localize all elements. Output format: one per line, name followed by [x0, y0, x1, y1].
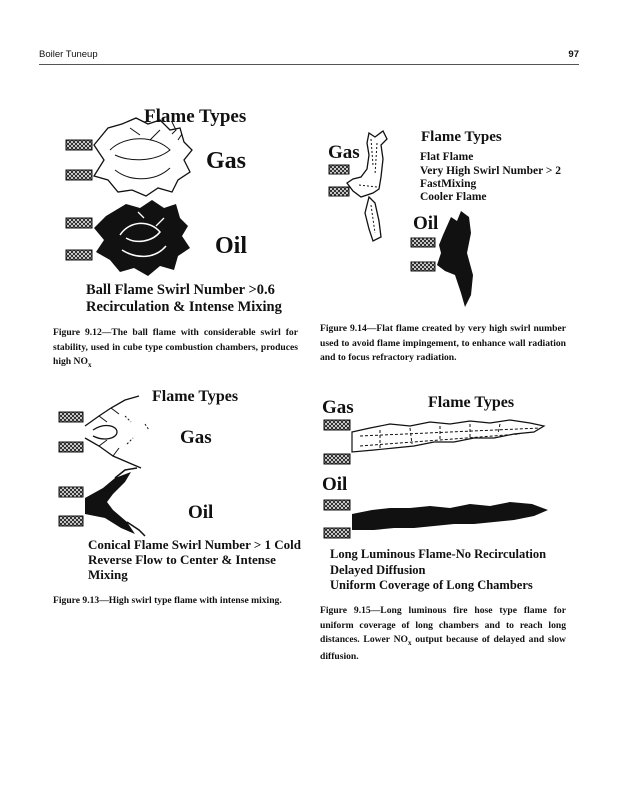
fig14-gas-label: Gas: [328, 142, 360, 163]
fig13-line1: Conical Flame Swirl Number > 1 Cold: [88, 537, 301, 552]
oil-burner-top: [66, 218, 92, 228]
fig15-caption-text-a: Long luminous fire hose type flame for uniform coverage of long chambers and to reach long distances. Lower NO: [320, 605, 566, 645]
figure-9-14: [325, 125, 575, 315]
oil-long-flame: [352, 502, 548, 530]
fig13-oil-label: Oil: [188, 502, 214, 523]
fig15-caption-text-b: output because of delayed and slow diffusion.: [320, 634, 566, 663]
fig15-caption-label: Figure 9.15—: [320, 605, 381, 616]
fig13-gas-label: Gas: [180, 427, 212, 448]
oil-conical-flame: [85, 472, 135, 534]
figure-9-12: [60, 100, 310, 315]
fig12-title: Flame Types: [144, 106, 247, 127]
page-number: 97: [568, 49, 579, 60]
fig12-caption-text: The ball flame with considerable swirl for stability, used in cube type combustion chambers, produces high NO: [53, 327, 298, 367]
fig14-item-1: Very High Swirl Number > 2: [420, 165, 562, 177]
oil-burner-bottom: [59, 516, 83, 526]
gas-burner-bottom: [59, 442, 83, 452]
figure-9-15: [320, 388, 570, 593]
oil-burner-bottom: [411, 262, 435, 271]
oil-burner-top: [324, 500, 350, 510]
fig13-line2: Reverse Flow to Center & Intense: [88, 552, 276, 567]
gas-long-flame: [352, 420, 544, 452]
gas-burner-top: [66, 140, 92, 150]
oil-flat-flame: [437, 211, 473, 307]
running-title: Boiler Tuneup: [39, 49, 98, 60]
gas-ball-flame: [94, 118, 192, 196]
fig14-caption-text: Flat flame created by very high swirl number used to avoid flame impingement, to enhance wall radiation and to focus refractory radiation.: [320, 323, 566, 363]
fig12-caption-sub: x: [87, 360, 92, 369]
fig15-line2: Delayed Diffusion: [330, 563, 426, 577]
fig14-caption: [320, 322, 566, 366]
fig12-caption: [53, 326, 298, 372]
oil-burner-bottom: [66, 250, 92, 260]
fig13-caption-text: High swirl type flame with intense mixing.: [108, 595, 282, 606]
fig13-caption: [53, 594, 299, 609]
oil-burner-top: [411, 238, 435, 247]
fig14-caption-label: Figure 9.14—: [320, 323, 377, 334]
gas-burner-bottom: [66, 170, 92, 180]
oil-burner-bottom: [324, 528, 350, 538]
fig15-caption-sub: x: [408, 638, 412, 647]
fig13-line3: Mixing: [88, 567, 128, 582]
gas-burner-bottom: [329, 187, 349, 196]
fig13-caption-label: Figure 9.13—: [53, 595, 109, 606]
fig14-item-2: FastMixing: [420, 178, 477, 190]
gas-burner-top: [324, 420, 350, 430]
oil-ball-flame: [94, 200, 190, 276]
fig15-line3: Uniform Coverage of Long Chambers: [330, 578, 533, 592]
fig12-gas-label: Gas: [206, 148, 247, 174]
fig13-title: Flame Types: [152, 388, 239, 405]
fig12-line2: Recirculation & Intense Mixing: [86, 299, 282, 315]
fig14-item-3: Cooler Flame: [420, 191, 487, 203]
fig12-oil-label: Oil: [215, 233, 248, 259]
fig15-oil-label: Oil: [322, 474, 348, 495]
figure-9-13: [55, 386, 305, 586]
fig15-line1: Long Luminous Flame-No Recirculation: [330, 547, 547, 561]
gas-burner-top: [59, 412, 83, 422]
gas-burner-top: [329, 165, 349, 174]
fig14-oil-label: Oil: [413, 213, 439, 234]
gas-conical-flame: [85, 396, 141, 468]
fig12-line1: Ball Flame Swirl Number >0.6: [86, 282, 275, 298]
fig14-item-0: Flat Flame: [420, 151, 474, 163]
fig12-caption-label: Figure 9.12—: [53, 327, 112, 338]
fig15-gas-label: Gas: [322, 397, 354, 418]
page-header: [39, 46, 579, 65]
gas-burner-bottom: [324, 454, 350, 464]
fig15-caption: [320, 604, 566, 665]
oil-burner-top: [59, 487, 83, 497]
fig14-title: Flame Types: [421, 129, 502, 145]
fig15-title: Flame Types: [428, 394, 515, 411]
